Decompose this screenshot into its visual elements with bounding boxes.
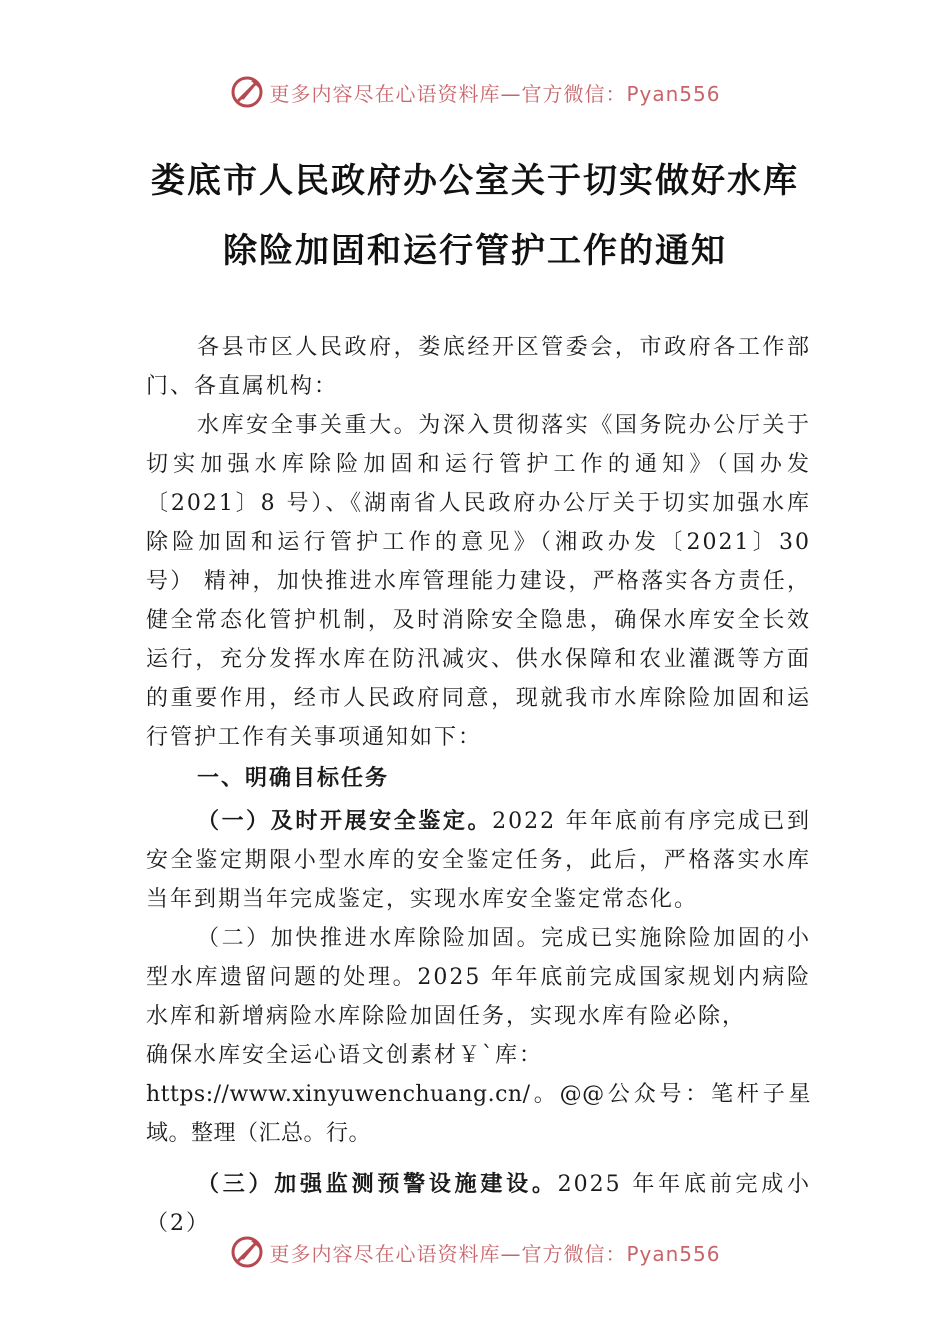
banner-text: 更多内容尽在心语资料库—官方微信：Pyan556 [269,81,721,106]
section-heading-1: 一、明确目标任务 [197,766,390,791]
banner-text: 更多内容尽在心语资料库—官方微信：Pyan556 [269,1241,721,1266]
quill-seal-icon [229,74,265,110]
item-1-text: 2022 年年底前有序完成已到安全鉴定期限小型水库的安全鉴定任务，此后，严格落实水库当年到期当年完成鉴定，实现水库安全鉴定常态化。 [146,809,811,912]
document-title-line1: 娄底市人民政府办公室关于切实做好水库 [151,161,799,201]
source-url-line: https://www.xinyuwenchuang.cn/。@@公众号：笔杆子星域。整理（汇总。行。 [146,1082,811,1146]
item-2-paragraph: （二）加快推进水库除险加固。完成已实施除险加固的小型水库遗留问题的处理。2025 年年底前完成国家规划内病险水库和新增病险水库除险加固任务，实现水库有险必除， [146,926,811,1029]
quill-seal-icon [229,1234,265,1270]
item-3-text: 2025 年年底前完成小（2） [146,1172,811,1236]
document-body [146,328,811,1243]
header-banner [0,72,950,112]
salutation: 各县市区人民政府，娄底经开区管委会，市政府各工作部门、各直属机构： [146,335,811,399]
item-1-lead: （一）及时开展安全鉴定。 [197,808,493,834]
item-3-lead: （三）加强监测预警设施建设。 [197,1171,558,1197]
document-title-line2: 除险加固和运行管护工作的通知 [223,231,727,271]
footer-banner [0,1232,950,1272]
intro-paragraph: 水库安全事关重大。为深入贯彻落实《国务院办公厅关于切实加强水库除险加固和运行管护工作的通知》（国办发〔2021〕8 号）、《湖南省人民政府办公厅关于切实加强水库除险加固和运行管护工作的意见》（湘政办发〔2021〕30 号） 精神，加快推进水库管理能力建设，严格落实各方责任，健全常态化管护机制，及时消除安全隐患，确保水库安全长效运行，充分发挥水库在防汛减灾、供水保障和农业灌溉等方面的重要作用，经市人民政府同意，现就我市水库除险加固和运行管护工作有关事项通知如下： [146,413,811,750]
item-2-continuation: 确保水库安全运心语文创素材￥`库： [146,1043,544,1068]
item-1-paragraph [146,802,811,919]
